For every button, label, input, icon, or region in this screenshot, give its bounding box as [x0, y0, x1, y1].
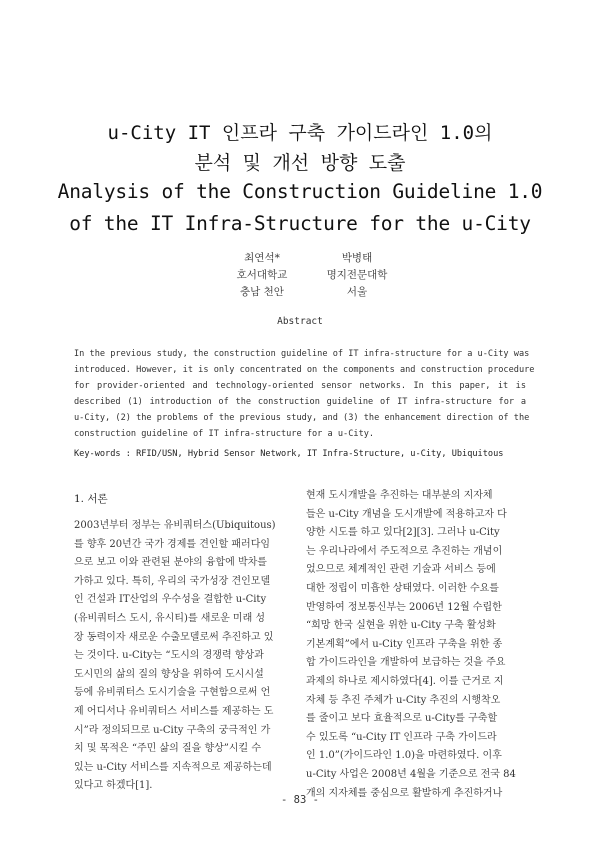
- body-line: 현재 도시개발을 추진하는 대부분의 지자체: [306, 490, 493, 501]
- body-line: 는 것이다. u-City는 “도시의 경쟁력 향상과: [74, 650, 264, 662]
- body-line: 들은 u-City 개념을 도시개발에 적용하고자 다: [306, 508, 507, 520]
- body-line: 수 있도록 “u-City IT 인프라 구축 가이드라: [306, 731, 497, 743]
- body-line: 있다고 하겠다[1].: [74, 780, 153, 792]
- body-line: 는 우리나라에서 주도적으로 추진하는 개념이: [306, 545, 503, 557]
- page-number: - 83 -: [281, 794, 319, 806]
- korean-title-line-1: u-City IT 인프라 구축 가이드라인 1.0의: [107, 122, 493, 144]
- korean-title-line-2: 분석 및 개선 방향 도출: [194, 152, 406, 174]
- abstract-line: construction guideline of IT infra-structure for a u-City.: [74, 429, 375, 439]
- body-line: 인 건설과 IT산업의 우수성을 결합한 u-City: [74, 594, 267, 606]
- body-line: u-City 사업은 2008년 4월을 기준으로 전국 84: [306, 768, 516, 780]
- keywords: Key-words : RFID/USN, Hybrid Sensor Network, IT Infra-Structure, u-City, Ubiquitous: [74, 449, 504, 459]
- author-2-affiliation: 명지전문대학: [326, 269, 388, 281]
- body-line: 었으므로 체계적인 관련 기술과 서비스 등에: [306, 564, 496, 576]
- author-2-location: 서울: [346, 286, 368, 298]
- body-line: 장 동력이자 새로운 수출모델로써 추진하고 있: [74, 631, 274, 643]
- body-line: 시”라 정의되므로 u-City 구축의 궁극적인 가: [74, 724, 271, 736]
- author-1-name: 최연석*: [244, 252, 280, 264]
- body-line: 대한 정립이 미흡한 상태였다. 이러한 수요를: [306, 582, 499, 594]
- abstract-line: u-City, (2) the problems of the previous study, and (3) the enhancement direction of the: [74, 413, 530, 423]
- left-column-text: [74, 517, 296, 796]
- abstract-line: described (1) introduction of the construction guideline of IT infra-structure for a: [74, 397, 526, 407]
- body-line: “희망 한국 실현을 위한 u-City 구축 활성화: [306, 620, 496, 632]
- body-line: 도시민의 삶의 질의 향상을 위하여 도시시설: [74, 668, 264, 680]
- abstract-body: [74, 346, 535, 442]
- body-line: 과제의 하나로 제시하였다[4]. 이를 근거로 지: [306, 675, 504, 687]
- right-column-text: [306, 487, 528, 803]
- body-line: 를 줄이고 보다 효율적으로 u-City를 구축할: [306, 713, 498, 725]
- body-line: 등에 유비쿼터스 도시기술을 구현함으로써 언: [74, 687, 271, 699]
- abstract-line: for provider-oriented and technology-oriented sensor networks. In this paper, it is: [74, 381, 526, 391]
- author-2: [287, 250, 427, 301]
- author-2-name: 박병태: [341, 252, 373, 264]
- author-1-location: 충남 천안: [240, 286, 284, 298]
- body-line: 제 어디서나 유비쿼터스 서비스를 제공하는 도: [74, 705, 274, 717]
- body-line: 있는 u-City 서비스를 지속적으로 제공하는데: [74, 761, 272, 773]
- body-line: 으로 보고 이와 관련된 분야의 융합에 박차를: [74, 557, 267, 569]
- body-line: 인 1.0”(가이드라인 1.0)을 마련하였다. 이후: [306, 750, 502, 762]
- english-title-line-2: of the IT Infra-Structure for the u-City: [69, 212, 531, 235]
- english-title-line-1: Analysis of the Construction Guideline 1.0: [57, 180, 543, 203]
- body-line: 자체 등 추진 주체가 u-City 추진의 시행착오: [306, 694, 501, 706]
- body-line: 양한 시도를 하고 있다[2][3]. 그러나 u-City: [306, 527, 500, 539]
- body-line: 가하고 있다. 특히, 우리의 국가성장 견인모델: [74, 575, 271, 587]
- body-line: 치 및 목적은 “주민 삶의 질을 향상”시킬 수: [74, 743, 262, 755]
- abstract-line: In the previous study, the construction guideline of IT infra-structure for a u-City was: [74, 349, 530, 359]
- body-line: 합 가이드라인을 개발하여 보급하는 것을 주요: [306, 657, 506, 669]
- body-line: 개의 지자체를 중심으로 활발하게 추진하거나: [306, 787, 503, 799]
- abstract-heading: Abstract: [277, 316, 323, 327]
- body-line: 반영하여 정보통신부는 2006년 12월 수립한: [306, 601, 502, 613]
- body-line: 2003년부터 정부는 유비쿼터스(Ubiquitous): [74, 520, 276, 531]
- section-heading: 1. 서론: [74, 493, 108, 505]
- body-line: (유비쿼터스 도시, 유시티)를 새로운 미래 성: [74, 612, 266, 624]
- body-line: 기본계획”에서 u-City 인프라 구축을 위한 종: [306, 638, 503, 650]
- abstract-line: introduced. However, it is only concentrated on the components and construction procedure: [74, 365, 535, 375]
- body-line: 를 향후 20년간 국가 경제를 견인할 패러다임: [74, 538, 271, 550]
- author-1-affiliation: 호서대학교: [236, 269, 288, 281]
